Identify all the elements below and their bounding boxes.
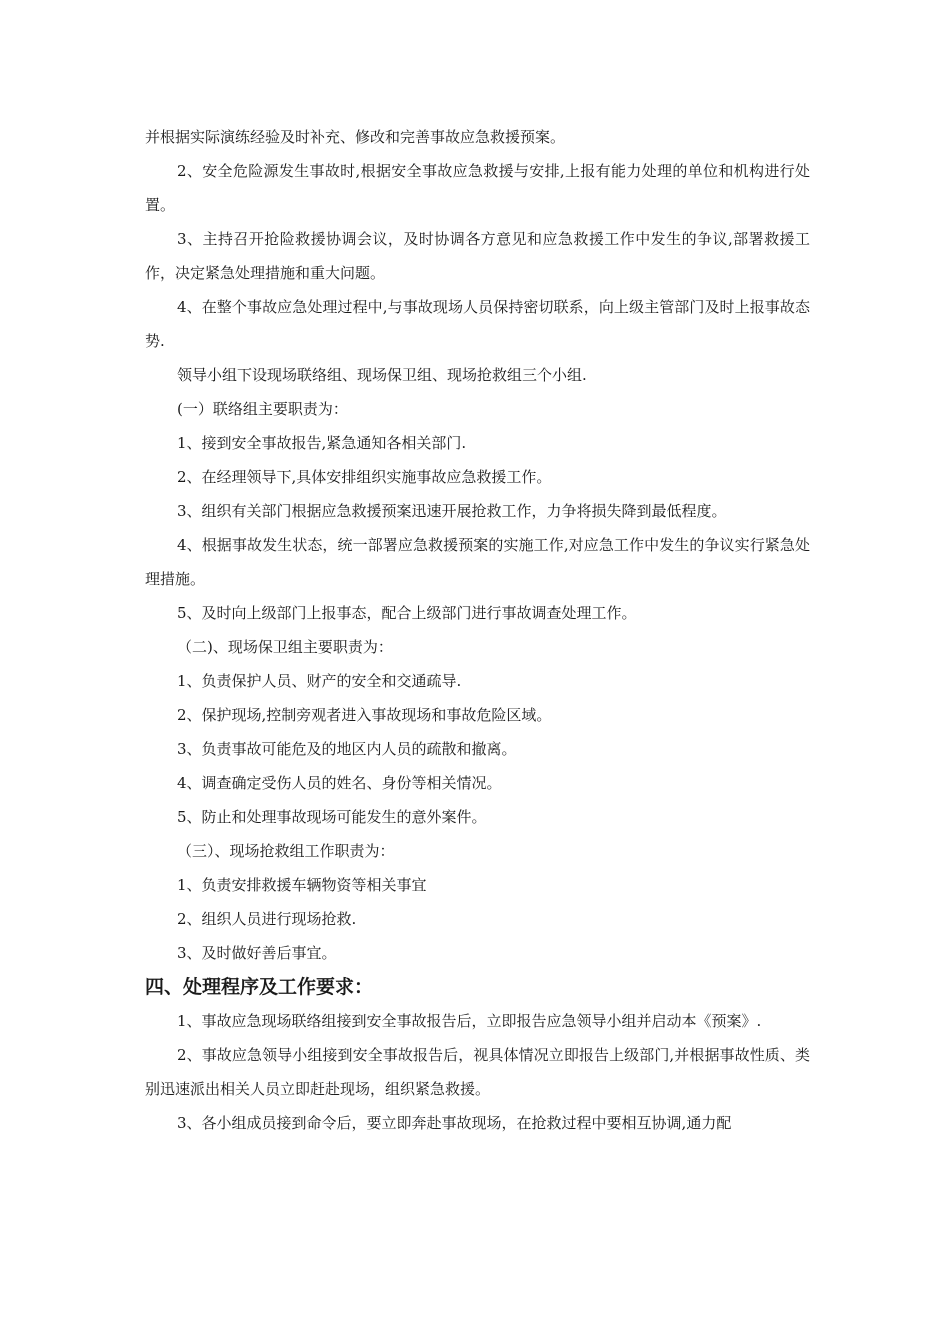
paragraph: 2、保护现场,控制旁观者进入事故现场和事故危险区域。	[177, 706, 552, 724]
paragraph: 1、负责保护人员、财产的安全和交通疏导.	[177, 672, 462, 690]
paragraph: 4、调查确定受伤人员的姓名、身份等相关情况。	[177, 774, 502, 792]
paragraph: 5、及时向上级部门上报事态，配合上级部门进行事故调查处理工作。	[177, 604, 637, 622]
paragraph: 2、组织人员进行现场抢救.	[177, 910, 357, 928]
paragraph: 3、组织有关部门根据应急救援预案迅速开展抢救工作，力争将损失降到最低程度。	[177, 502, 727, 520]
paragraph: （三）、现场抢救组工作职责为：	[177, 842, 395, 860]
paragraph: 1、负责安排救援车辆物资等相关事宜	[177, 876, 427, 894]
paragraph: 并根据实际演练经验及时补充、修改和完善事故应急救援预案。	[145, 128, 566, 146]
paragraph: （二)、现场保卫组主要职责为：	[177, 638, 393, 656]
paragraph: 3、主持召开抢险救援协调会议，及时协调各方意见和应急救援工作中发生的争议,部署救援工作，决定紧急处理措施和重大问题。	[145, 230, 810, 282]
section-heading: 四、处理程序及工作要求：	[145, 976, 374, 998]
paragraph: 4、在整个事故应急处理过程中,与事故现场人员保持密切联系，向上级主管部门及时上报事故态势.	[145, 298, 810, 350]
section-paragraph-list	[145, 1004, 810, 1140]
paragraph: 领导小组下设现场联络组、现场保卫组、现场抢救组三个小组.	[177, 366, 587, 384]
paragraph: 4、根据事故发生状态，统一部署应急救援预案的实施工作,对应急工作中发生的争议实行紧急处理措施。	[145, 536, 810, 588]
paragraph: (一）联络组主要职责为：	[177, 400, 348, 418]
paragraph: 3、及时做好善后事宜。	[177, 944, 337, 962]
paragraph-list	[145, 120, 810, 970]
paragraph: 3、负责事故可能危及的地区内人员的疏散和撤离。	[177, 740, 517, 758]
document-body	[145, 120, 810, 1140]
paragraph: 1、接到安全事故报告,紧急通知各相关部门.	[177, 434, 467, 452]
paragraph: 2、事故应急领导小组接到安全事故报告后，视具体情况立即报告上级部门,并根据事故性质、类别迅速派出相关人员立即赶赴现场，组织紧急救援。	[145, 1046, 810, 1098]
paragraph: 2、安全危险源发生事故时,根据安全事故应急救援与安排,上报有能力处理的单位和机构进行处置。	[145, 162, 810, 214]
paragraph: 3、各小组成员接到命令后，要立即奔赴事故现场，在抢救过程中要相互协调,通力配	[177, 1114, 732, 1132]
paragraph: 1、事故应急现场联络组接到安全事故报告后，立即报告应急领导小组并启动本《预案》.	[177, 1012, 762, 1030]
paragraph: 2、在经理领导下,具体安排组织实施事故应急救援工作。	[177, 468, 552, 486]
paragraph: 5、防止和处理事故现场可能发生的意外案件。	[177, 808, 487, 826]
